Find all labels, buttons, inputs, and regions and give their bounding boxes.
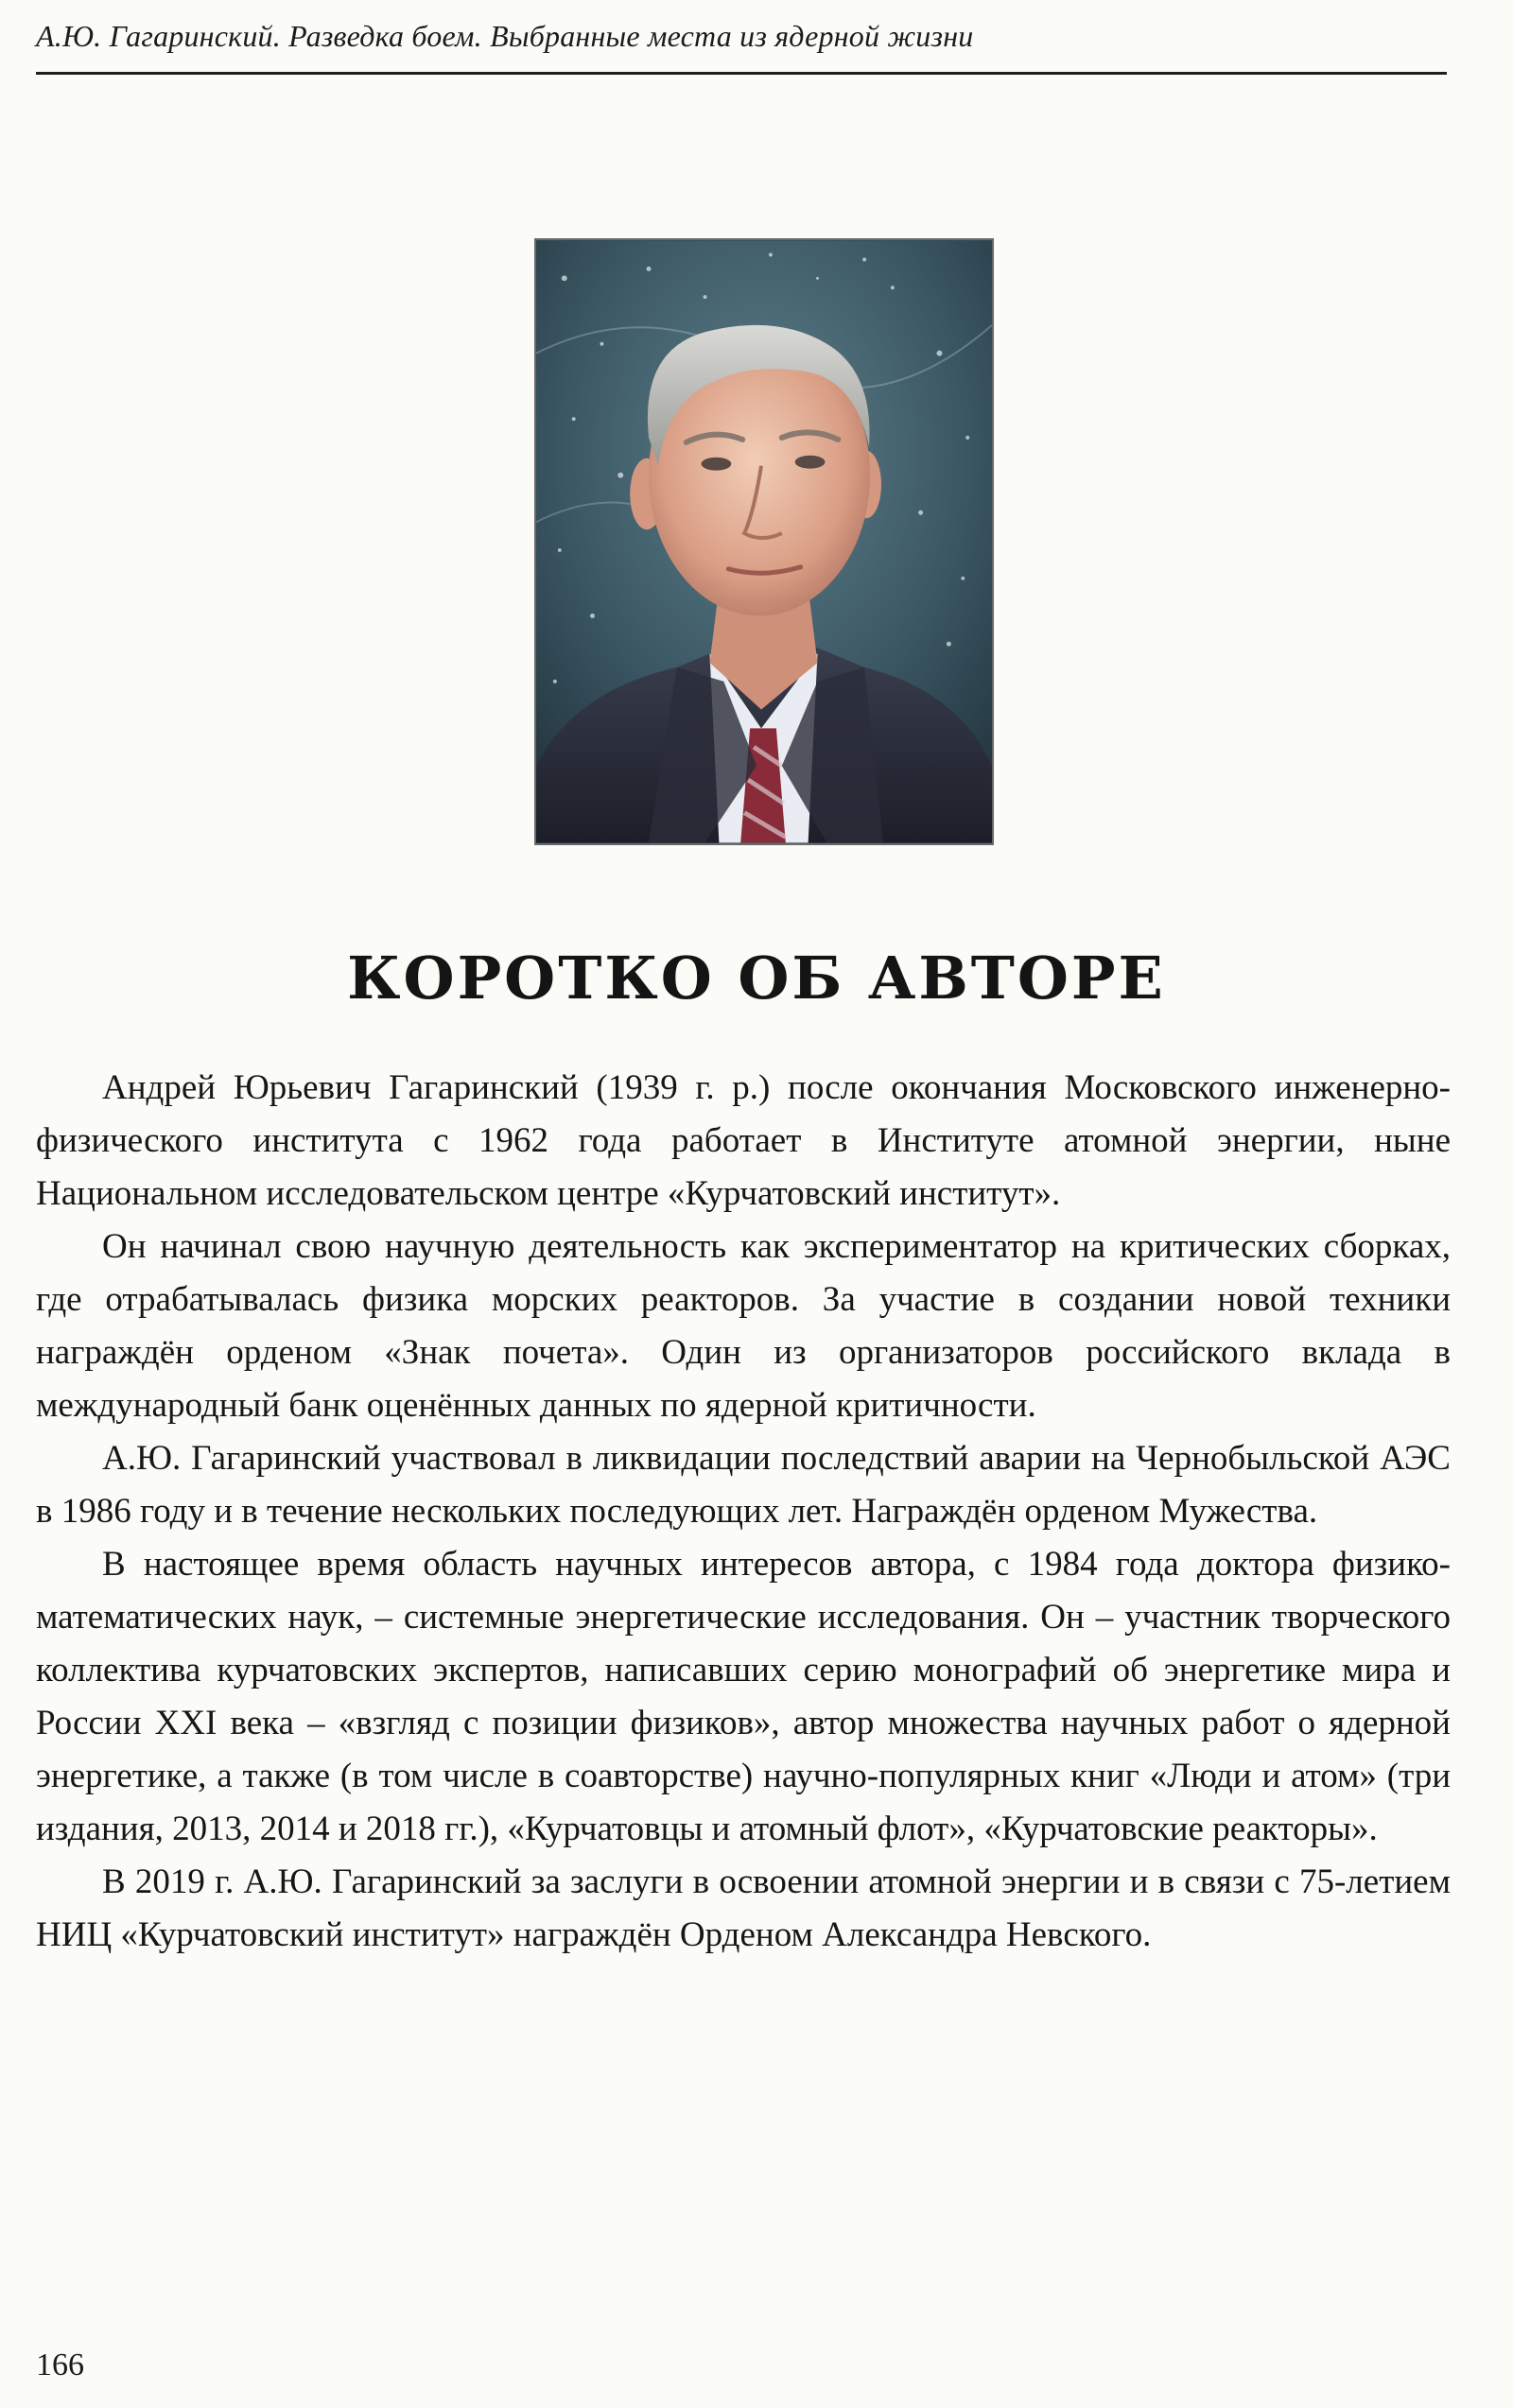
bio-paragraph: В настоящее время область научных интересов автора, с 1984 года доктора физико-математических наук, – системные энергетические исследования. Он – участник творческого коллектива курчатовских экспертов, написавших серию монографий об энергетике мира и России XXI века – «взгляд с позиции физиков», автор множества научных работ о ядерной энергетике, а также (в том числе в соавторстве) научно-популярных книг «Люди и атом» (три издания, 2013, 2014 и 2018 гг.), «Курчатовцы и атомный флот», «Курчатовские реакторы». bbox=[36, 1545, 1451, 1848]
page-number: 166 bbox=[36, 2347, 84, 2382]
author-portrait-drawing bbox=[536, 240, 992, 843]
author-bio bbox=[36, 1062, 1451, 1962]
author-portrait bbox=[534, 238, 994, 845]
bio-paragraph: Он начинал свою научную деятельность как экспериментатор на критических сборках, где отрабатывалась физика морских реакторов. За участие в создании новой техники награждён орденом «Знак почета». Один из организаторов российского вклада в международный банк оценённых данных по ядерной критичности. bbox=[36, 1227, 1451, 1425]
bio-paragraph: В 2019 г. А.Ю. Гагаринский за заслуги в освоении атомной энергии и в связи с 75-летием НИЦ «Курчатовский институт» награждён Орденом Александра Невского. bbox=[36, 1862, 1451, 1954]
bio-paragraph: Андрей Юрьевич Гагаринский (1939 г. р.) после окончания Московского инженерно-физического института с 1962 года работает в Институте атомной энергии, ныне Национальном исследовательском центре «Курчатовский институт». bbox=[36, 1068, 1451, 1213]
header-rule bbox=[36, 72, 1447, 75]
section-title: КОРОТКО ОБ АВТОРЕ bbox=[347, 944, 1166, 1013]
running-header: А.Ю. Гагаринский. Разведка боем. Выбранные места из ядерной жизни bbox=[36, 19, 974, 53]
bio-paragraph: А.Ю. Гагаринский участвовал в ликвидации последствий аварии на Чернобыльской АЭС в 1986 году и в течение нескольких последующих лет. Награждён орденом Мужества. bbox=[36, 1439, 1451, 1531]
